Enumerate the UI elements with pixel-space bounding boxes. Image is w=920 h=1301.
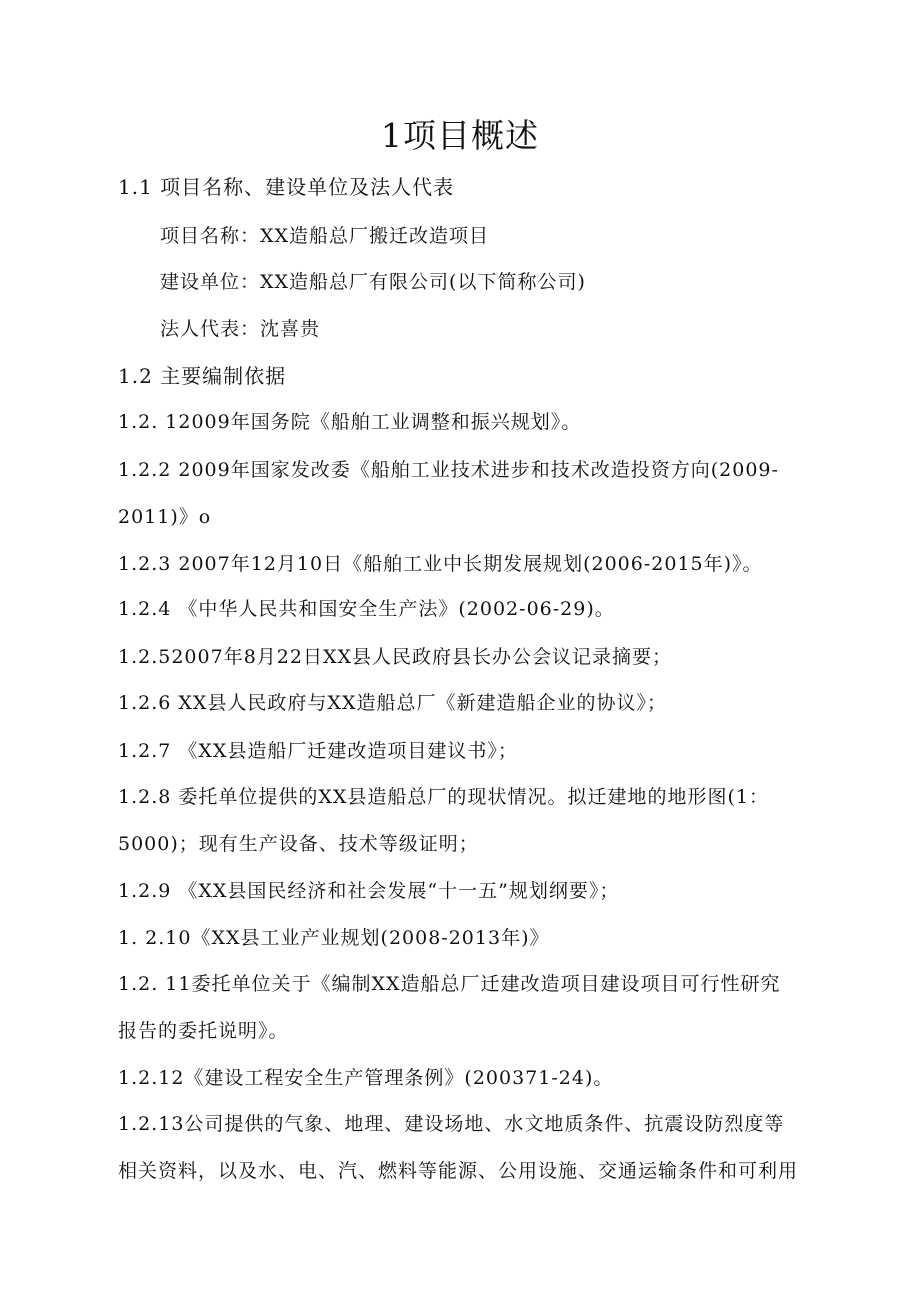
basis-line: 1.2. 12009年国务院《船舶工业调整和振兴规划》。 — [118, 411, 582, 433]
basis-line: 1.2.12《建设工程安全生产管理条例》(200371-24)。 — [118, 1067, 614, 1089]
basis-line: 1.2.4 《中华人民共和国安全生产法》(2002-06-29)。 — [118, 598, 615, 620]
construction-unit-line: 建设单位：XX造船总厂有限公司(以下简称公司) — [160, 271, 586, 293]
basis-line: 相关资料，以及水、电、汽、燃料等能源、公用设施、交通运输条件和可利用 — [118, 1160, 799, 1182]
basis-line: 1.2.7 《XX县造船厂迁建改造项目建议书》； — [118, 740, 518, 762]
basis-line: 2011)》o — [118, 506, 212, 528]
basis-line: 1.2.6 XX县人民政府与XX造船总厂《新建造船企业的协议》； — [118, 692, 667, 714]
basis-line: 1.2.9 《XX县国民经济和社会发展“十一五”规划纲要》； — [118, 880, 620, 902]
basis-line: 1.2.52007年8月22日XX县人民政府县长办公会议记录摘要； — [118, 646, 673, 668]
basis-line: 1. 2.10《XX县工业产业规划(2008-2013年)》 — [118, 927, 550, 949]
basis-line: 1.2.2 2009年国家发改委《船舶工业技术进步和技术改造投资方向(2009- — [118, 459, 779, 481]
basis-line: 报告的委托说明》。 — [118, 1020, 289, 1042]
section-heading-1-2: 1.2 主要编制依据 — [118, 364, 287, 388]
basis-line: 1.2.3 2007年12月10日《船舶工业中长期发展规划(2006-2015年)》。 — [118, 553, 763, 575]
basis-line: 1.2.8 委托单位提供的XX县造船总厂的现状情况。拟迁建地的地形图(1： — [118, 786, 769, 808]
legal-representative-line: 法人代表：沈喜贵 — [160, 318, 321, 340]
basis-line: 5000)；现有生产设备、技术等级证明； — [118, 833, 479, 855]
basis-line: 1.2. 11委托单位关于《编制XX造船总厂迁建改造项目建设项目可行性研究 — [118, 973, 781, 995]
section-heading-1-1: 1.1 项目名称、建设单位及法人代表 — [118, 175, 455, 199]
project-name-line: 项目名称：XX造船总厂搬迁改造项目 — [160, 225, 490, 247]
page-title: 1项目概述 — [381, 116, 539, 155]
basis-line: 1.2.13公司提供的气象、地理、建设场地、水文地质条件、抗震设防烈度等 — [118, 1113, 785, 1135]
